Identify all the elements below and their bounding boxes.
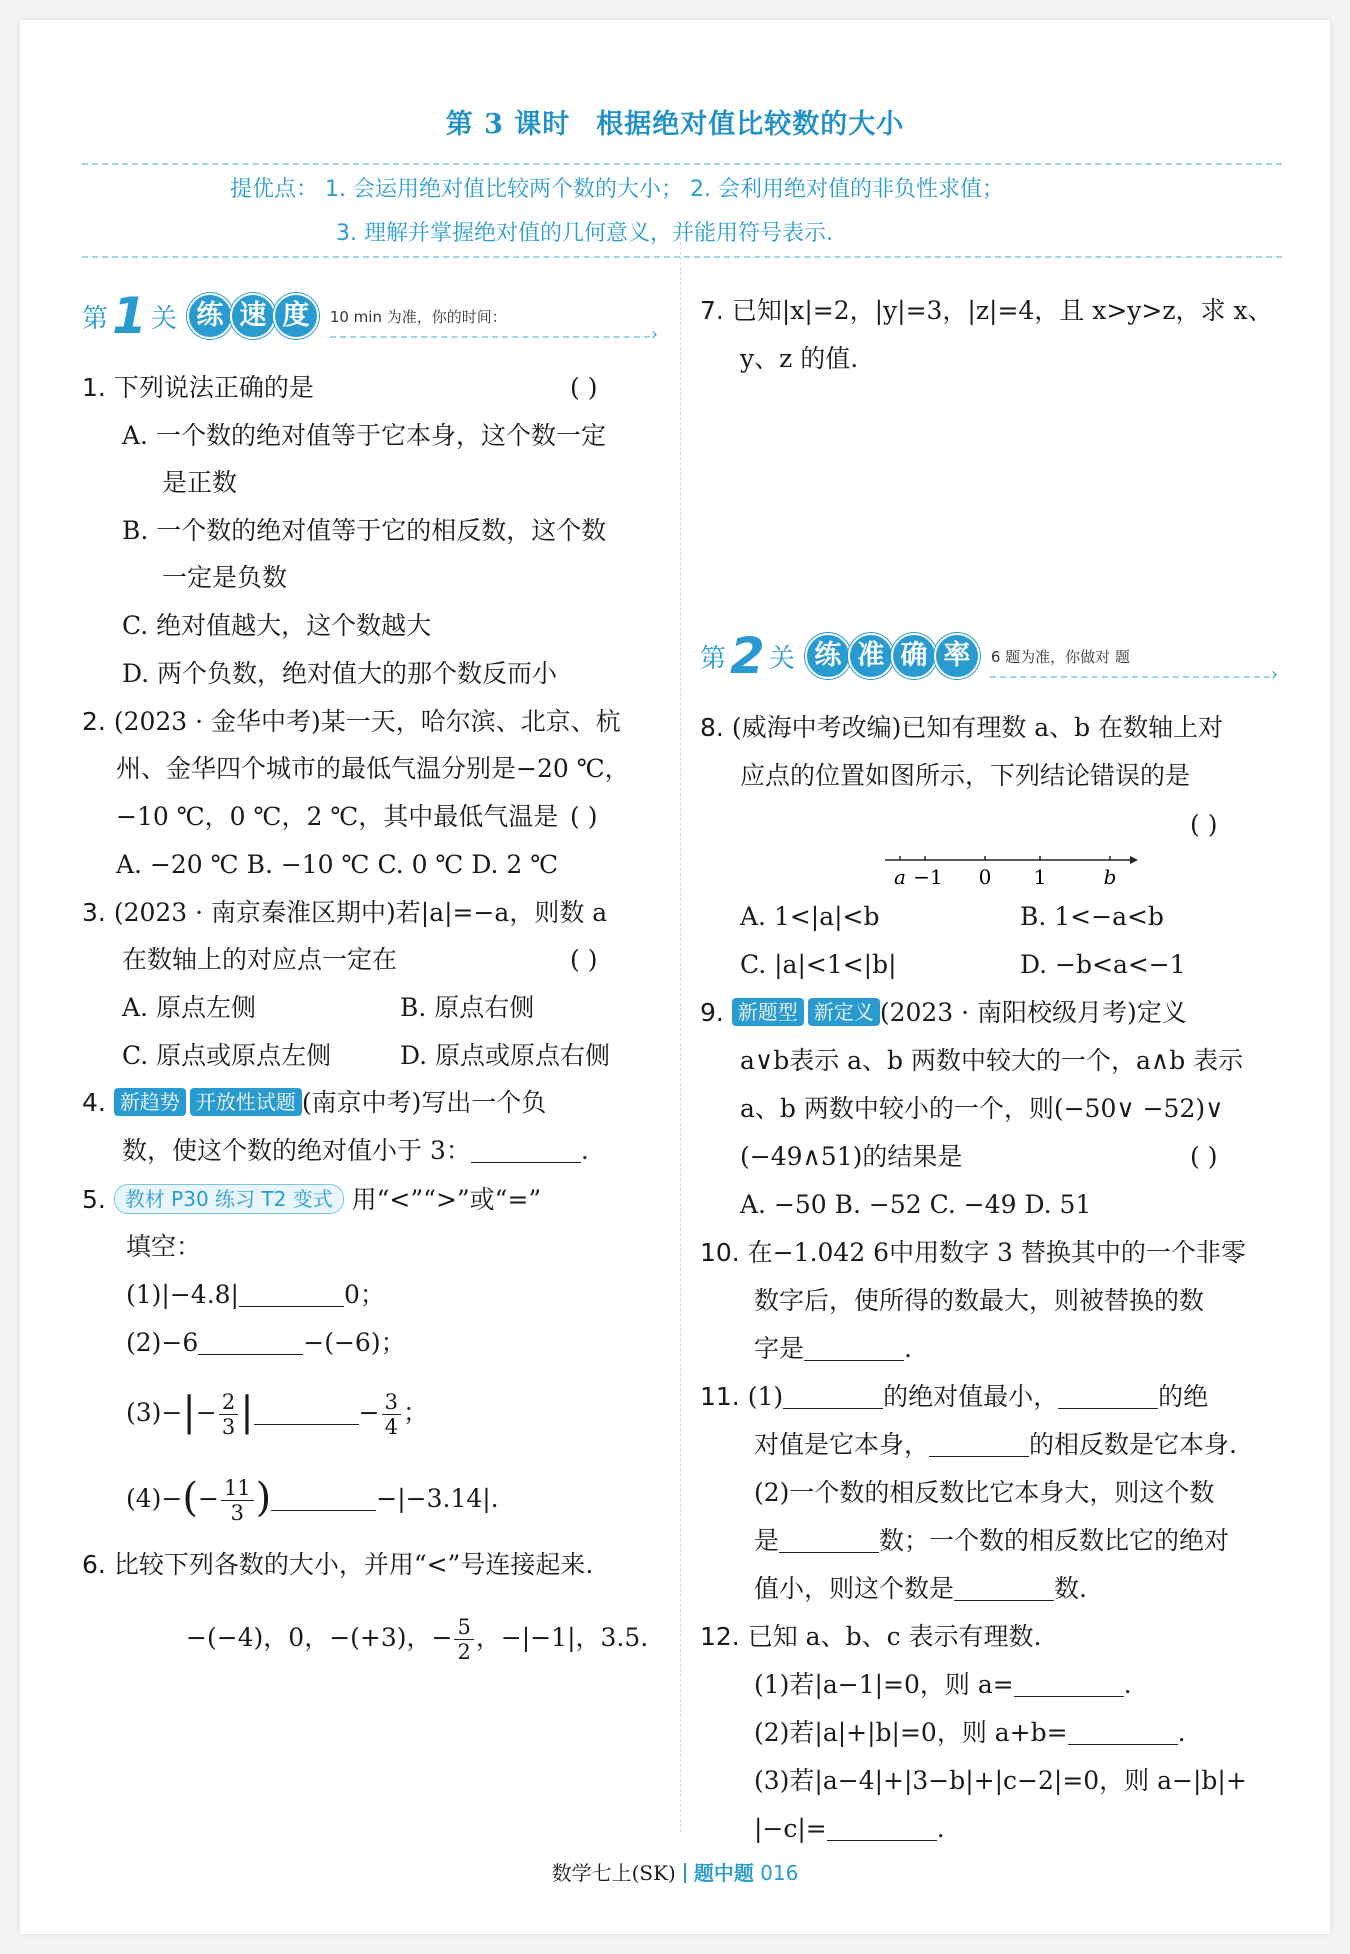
q8-line-1: 8. (威海中考改编)已知有理数 a、b 在数轴上对 bbox=[700, 713, 1224, 742]
gate-2-banner: 第 2 关 练 准 确 率 6 题为准，你做对 题 bbox=[700, 627, 1130, 685]
q1-stem: 1. 下列说法正确的是 bbox=[82, 373, 314, 402]
q5-textbook-tag: 教材 P30 练习 T2 变式 bbox=[114, 1184, 344, 1214]
q1-option-a-cont: 是正数 bbox=[162, 468, 238, 497]
q2-line-2: 州、金华四个城市的最低气温分别是−20 ℃， bbox=[116, 754, 630, 783]
q1-option-d: D. 两个负数，绝对值大的那个数反而小 bbox=[122, 659, 558, 688]
q11-blank-2[interactable] bbox=[1058, 1408, 1158, 1409]
q3-option-c: C. 原点或原点左侧 bbox=[122, 1041, 332, 1070]
page-number: 016 bbox=[760, 1861, 799, 1885]
q5-line-2: 填空： bbox=[126, 1232, 202, 1261]
axis-label-neg1: −1 bbox=[913, 865, 943, 889]
q12-blank-2[interactable] bbox=[1068, 1744, 1178, 1745]
gate-2-badge: 练 准 确 率 bbox=[805, 633, 977, 679]
q9-line-2: a∨b表示 a、b 两数中较大的一个，a∧b 表示 bbox=[740, 1046, 1244, 1075]
q8-option-b: B. 1<−a<b bbox=[1020, 902, 1164, 931]
q10-line-1: 10. 在−1.042 6中用数字 3 替换其中的一个非零 bbox=[700, 1238, 1246, 1267]
q10-line-2: 数字后，使所得的数最大，则被替换的数 bbox=[754, 1286, 1205, 1315]
q4-answer-blank[interactable] bbox=[471, 1162, 581, 1163]
q3-option-a: A. 原点左侧 bbox=[122, 993, 256, 1022]
q7-line-1: 7. 已知|x|=2，|y|=3，|z|=4，且 x>y>z，求 x、 bbox=[700, 296, 1273, 325]
gate-2-score-note: 6 题为准，你做对 题 bbox=[990, 647, 1130, 666]
q5-line-1: 5. 教材 P30 练习 T2 变式 用“<”“>”或“=” bbox=[82, 1185, 542, 1214]
q9-tag-type: 新题型 bbox=[732, 998, 804, 1026]
q12-line-1: 12. 已知 a、b、c 表示有理数. bbox=[700, 1622, 1042, 1651]
q4-line-1: 4. 新趋势 开放性试题 (南京中考)写出一个负 bbox=[82, 1088, 547, 1117]
q3-answer-paren: ( ) bbox=[570, 945, 598, 974]
q4-tag-trend: 新趋势 bbox=[114, 1088, 186, 1116]
q8-line-2: 应点的位置如图所示，下列结论错误的是 bbox=[740, 761, 1191, 790]
q2-answer-paren: ( ) bbox=[570, 802, 598, 831]
q3-line-1: 3. (2023 · 南京秦淮区期中)若|a|=−a，则数 a bbox=[82, 898, 608, 927]
q6-line-1: 6. 比较下列各数的大小，并用“<”号连接起来. bbox=[82, 1550, 594, 1579]
q2-line-1: 2. (2023 · 金华中考)某一天，哈尔滨、北京、杭 bbox=[82, 707, 621, 736]
q12-part-3: (3)若|a−4|+|3−b|+|c−2|=0，则 a−|b|+ bbox=[754, 1766, 1247, 1795]
q5-blank-2[interactable] bbox=[198, 1354, 303, 1355]
q12-part-1: (1)若|a−1|=0，则 a= . bbox=[754, 1670, 1132, 1699]
gate-1-badge: 练 速 度 bbox=[187, 293, 316, 339]
axis-label-a: a bbox=[894, 865, 906, 889]
q5-part-2: (2)−6 −(−6)； bbox=[126, 1328, 406, 1357]
q9-line-4: (−49∧51)的结果是 bbox=[740, 1142, 963, 1171]
lesson-title bbox=[0, 102, 1350, 141]
axis-label-b: b bbox=[1103, 865, 1117, 889]
q8-option-c: C. |a|<1<|b| bbox=[740, 950, 897, 979]
axis-label-one: 1 bbox=[1033, 865, 1047, 889]
q9-tag-definition: 新定义 bbox=[808, 998, 880, 1026]
q9-answer-paren: ( ) bbox=[1190, 1142, 1218, 1171]
q9-line-1: 9. 新题型 新定义 (2023 · 南阳校级月考)定义 bbox=[700, 998, 1187, 1027]
q8-option-a: A. 1<|a|<b bbox=[740, 902, 880, 931]
q5-part-3: (3)−|− $\frac{2}{3}$ | − $\frac{3}{4}$ ； bbox=[126, 1389, 429, 1439]
q11-blank-1[interactable] bbox=[783, 1408, 883, 1409]
footer-book: 数学七上(SK) bbox=[551, 1861, 676, 1885]
q11-blank-4[interactable] bbox=[779, 1552, 879, 1553]
q2-line-3: −10 ℃，0 ℃，2 ℃，其中最低气温是 bbox=[116, 802, 559, 831]
lesson-topic: 根据绝对值比较数的大小 bbox=[596, 109, 905, 140]
q3-line-2: 在数轴上的对应点一定在 bbox=[122, 945, 398, 974]
q3-option-d: D. 原点或原点右侧 bbox=[400, 1041, 611, 1070]
q3-option-b: B. 原点右侧 bbox=[400, 993, 535, 1022]
q8-number-line bbox=[880, 848, 1140, 892]
q1-option-b: B. 一个数的绝对值等于它的相反数，这个数 bbox=[122, 516, 607, 545]
q11-line-3: (2)一个数的相反数比它本身大，则这个数 bbox=[754, 1478, 1215, 1507]
q8-answer-paren: ( ) bbox=[1190, 810, 1218, 839]
q5-blank-4[interactable] bbox=[271, 1510, 376, 1511]
q1-option-c: C. 绝对值越大，这个数越大 bbox=[122, 611, 432, 640]
gate-1-rule bbox=[330, 336, 650, 338]
q5-part-4: (4)−(− $\frac{11}{3}$ ) −|−3.14|. bbox=[126, 1475, 499, 1525]
q1-answer-paren: ( ) bbox=[570, 373, 598, 402]
footer-series: 题中题 bbox=[693, 1861, 754, 1885]
q4-tag-open: 开放性试题 bbox=[190, 1088, 302, 1116]
q12-blank-3[interactable] bbox=[827, 1840, 937, 1841]
q2-options: A. −20 ℃ B. −10 ℃ C. 0 ℃ D. 2 ℃ bbox=[116, 850, 559, 879]
q11-line-5: 值小，则这个数是 数. bbox=[754, 1574, 1087, 1603]
q4-line-2: 数，使这个数的绝对值小于 3： . bbox=[122, 1136, 589, 1165]
q12-blank-1[interactable] bbox=[1014, 1696, 1124, 1697]
axis-label-zero: 0 bbox=[978, 865, 992, 889]
q10-line-3: 字是 . bbox=[754, 1334, 912, 1363]
page-footer bbox=[0, 1857, 1350, 1886]
column-divider bbox=[680, 232, 681, 1832]
q11-line-2: 对值是它本身， 的相反数是它本身. bbox=[754, 1430, 1237, 1459]
divider-bottom bbox=[82, 256, 1282, 258]
tips-line-1: 提优点： 1. 会运用绝对值比较两个数的大小； 2. 会利用绝对值的非负性求值； bbox=[230, 177, 1004, 202]
lesson-number: 第 3 课时 bbox=[445, 109, 571, 140]
q5-blank-3[interactable] bbox=[254, 1424, 359, 1425]
q12-part-2: (2)若|a|+|b|=0，则 a+b= . bbox=[754, 1718, 1186, 1747]
q11-line-4: 是 数；一个数的相反数比它的绝对 bbox=[754, 1526, 1230, 1555]
q10-answer-blank[interactable] bbox=[804, 1360, 904, 1361]
q9-line-3: a、b 两数中较小的一个，则(−50∨ −52)∨ bbox=[740, 1094, 1224, 1123]
q12-part-3-cont: |−c|= . bbox=[754, 1814, 945, 1843]
q11-line-1: 11. (1) 的绝对值最小， 的绝 bbox=[700, 1382, 1209, 1411]
gate-1-banner: 第 1 关 练 速 度 10 min 为准，你的时间： bbox=[82, 287, 507, 345]
q11-blank-3[interactable] bbox=[929, 1456, 1029, 1457]
tips-line-2: 3. 理解并掌握绝对值的几何意义，并能用符号表示. bbox=[336, 221, 833, 246]
q1-option-b-cont: 一定是负数 bbox=[162, 563, 288, 592]
gate-1-time-note: 10 min 为准，你的时间： bbox=[329, 307, 507, 326]
divider-top bbox=[82, 163, 1282, 165]
q8-option-d: D. −b<a<−1 bbox=[1020, 950, 1186, 979]
q6-numbers: −(−4)，0，−(+3)，− $\frac{5}{2}$ ，−|−1|，3.5. bbox=[186, 1615, 649, 1664]
q11-blank-5[interactable] bbox=[954, 1600, 1054, 1601]
gate-2-rule bbox=[990, 676, 1270, 678]
q1-option-a: A. 一个数的绝对值等于它本身，这个数一定 bbox=[122, 421, 606, 450]
q7-line-2: y、z 的值. bbox=[740, 344, 859, 373]
q9-options: A. −50 B. −52 C. −49 D. 51 bbox=[740, 1190, 1092, 1219]
q5-part-1: (1)|−4.8| 0； bbox=[126, 1280, 385, 1309]
q5-blank-1[interactable] bbox=[239, 1306, 344, 1307]
